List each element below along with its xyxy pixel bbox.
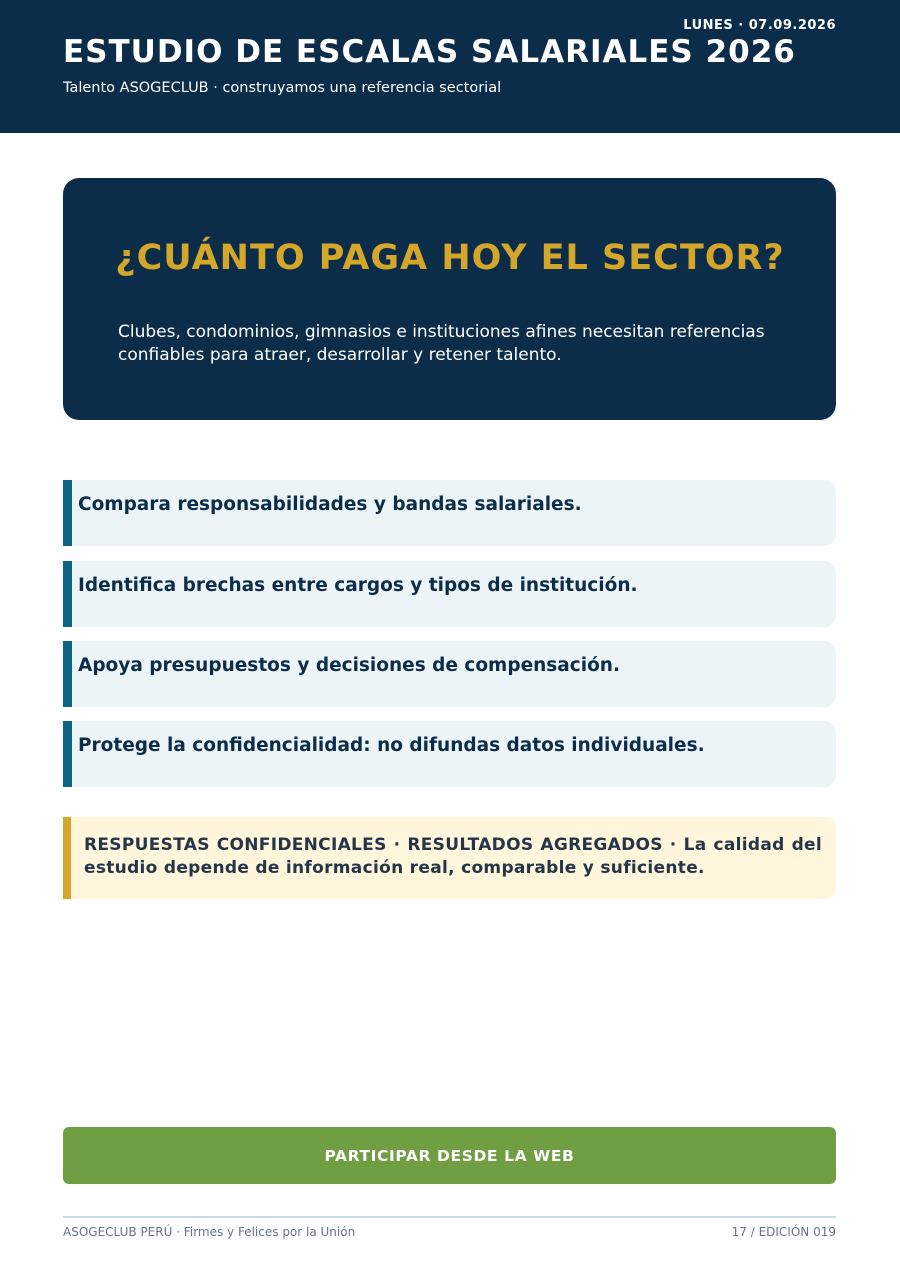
benefit-item-label: Compara responsabilidades y bandas salariales. bbox=[78, 494, 582, 515]
benefit-item-label: Identifica brechas entre cargos y tipos de institución. bbox=[78, 575, 638, 596]
hero-heading: ¿CUÁNTO PAGA HOY EL SECTOR? bbox=[115, 238, 785, 278]
confidentiality-notice bbox=[63, 817, 836, 899]
benefit-item-compare bbox=[63, 480, 836, 546]
page-subtitle: Talento ASOGECLUB · construyamos una referencia sectorial bbox=[63, 80, 502, 96]
benefit-item-budget bbox=[63, 641, 836, 707]
benefit-item-gaps bbox=[63, 561, 836, 627]
footer-divider bbox=[63, 1216, 836, 1218]
page-header bbox=[0, 0, 900, 133]
benefit-item-label: Apoya presupuestos y decisiones de compensación. bbox=[78, 655, 621, 676]
page-title: ESTUDIO DE ESCALAS SALARIALES 2026 bbox=[63, 34, 796, 70]
hero-panel bbox=[63, 178, 836, 420]
header-date: LUNES · 07.09.2026 bbox=[683, 18, 836, 33]
benefit-item-label: Protege la confidencialidad: no difundas datos individuales. bbox=[78, 735, 705, 756]
benefit-item-confidentiality bbox=[63, 721, 836, 787]
notice-text: RESPUESTAS CONFIDENCIALES · RESULTADOS AGREGADOS · La calidad del estudio depende de información real, comparable y suficiente. bbox=[84, 835, 822, 878]
footer-organization: ASOGECLUB PERÚ · Firmes y Felices por la Unión bbox=[63, 1225, 356, 1239]
footer-page-number: 17 / EDICIÓN 019 bbox=[731, 1225, 836, 1239]
participate-button[interactable]: PARTICIPAR DESDE LA WEB bbox=[63, 1127, 836, 1184]
hero-body: Clubes, condominios, gimnasios e instituciones afines necesitan referencias confiables para atraer, desarrollar y retener talento. bbox=[118, 322, 765, 365]
